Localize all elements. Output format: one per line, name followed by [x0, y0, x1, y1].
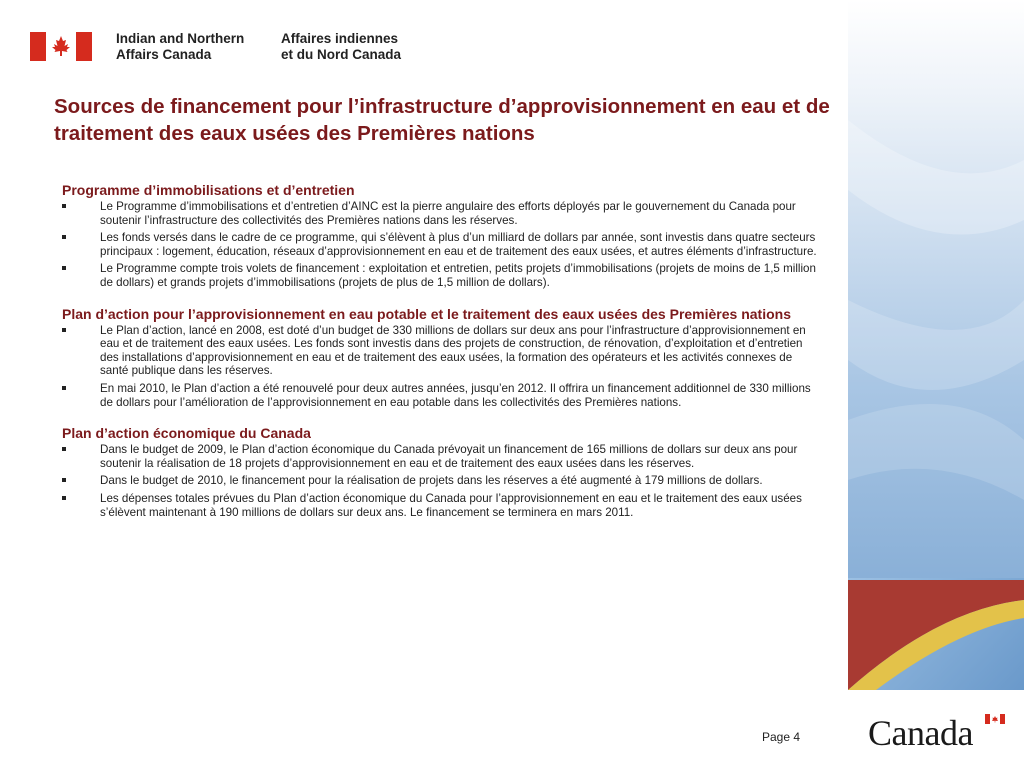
- bullet-text: Le Programme compte trois volets de financement : exploitation et entretien, petits projets d’immobilisations (projets de moins de 1,5 million de dollars) et grands projets d’immobilisations (projets de plus de 1,5 million de dollars).: [100, 262, 816, 289]
- department-fr-line2: et du Nord Canada: [281, 47, 402, 62]
- square-bullet-icon: [62, 266, 66, 270]
- section-economic-action-plan: [62, 425, 822, 519]
- section-heading: Plan d’action économique du Canada: [62, 425, 311, 442]
- department-fr-line1: Affaires indiennes: [281, 31, 399, 46]
- square-bullet-icon: [62, 386, 66, 390]
- square-bullet-icon: [62, 235, 66, 239]
- square-bullet-icon: [62, 447, 66, 451]
- section-water-action-plan: [62, 306, 822, 410]
- section-capital-program: [62, 182, 822, 290]
- bullet-text: Le Plan d’action, lancé en 2008, est doté d’un budget de 330 millions de dollars sur deux ans pour l’infrastructure d’approvisionnement en eau et de traitement des eaux usées. Les fonds sont investis dans des projets de construction, de rénovation, d’exploitation et d’entretien des installations d’approvisionnement en eau et de traitement des eaux usées, la formation des opérateurs et les activités connexes de santé publique dans les réserves.: [100, 323, 806, 378]
- bullet-text: Dans le budget de 2010, le financement pour la réalisation de projets dans les réserves a été augmenté à 179 millions de dollars.: [100, 474, 763, 488]
- list-item: [62, 382, 822, 409]
- department-en-line2: Affairs Canada: [116, 47, 212, 62]
- square-bullet-icon: [62, 478, 66, 482]
- bullet-text: Dans le budget de 2009, le Plan d’action économique du Canada prévoyait un financement de 165 millions de dollars sur deux ans pour soutenir la réalisation de 18 projets d’approvisionnement en eau et de traitement des eaux usées dans les réserves.: [100, 443, 798, 470]
- bullet-list: [62, 200, 822, 290]
- list-item: [62, 324, 822, 378]
- list-item: [62, 492, 822, 519]
- bullet-list: [62, 443, 822, 519]
- bullet-text: Les dépenses totales prévues du Plan d’action économique du Canada pour l’approvisionnement en eau et le traitement des eaux usées s’élèvent maintenant à 190 millions de dollars sur deux ans. Le financement se terminera en mars 2011.: [100, 491, 802, 519]
- department-name-english: [116, 31, 276, 63]
- bullet-text: En mai 2010, le Plan d’action a été renouvelé pour deux autres années, jusqu’en 2012. Il offrira un financement additionnel de 330 millions de dollars pour l’amélioration de l’approvisionnement en eau potable dans les collectivités des Premières nations.: [100, 381, 811, 409]
- list-item: [62, 200, 822, 227]
- department-name-french: [281, 31, 451, 63]
- bullet-text: Les fonds versés dans le cadre de ce programme, qui s’élèvent à plus d’un milliard de dollars par année, sont investis dans quatre secteurs principaux : logement, éducation, réseaux d’approvisionnement en eau et de traitement des eaux usées, et autres éléments d’infrastructure.: [100, 231, 817, 258]
- page-number: Page 4: [762, 730, 801, 744]
- list-item: [62, 231, 822, 258]
- department-en-line1: Indian and Northern: [116, 31, 245, 46]
- bullet-list: [62, 324, 822, 410]
- section-heading: Programme d’immobilisations et d’entretien: [62, 182, 355, 198]
- canada-flag-icon: [30, 32, 92, 61]
- list-item: [62, 443, 822, 470]
- list-item: [62, 474, 822, 488]
- list-item: [62, 262, 822, 289]
- decorative-side-band: [848, 0, 1024, 768]
- square-bullet-icon: [62, 328, 66, 332]
- slide-content: [62, 182, 822, 535]
- slide-title: Sources de financement pour l’infrastructure d’approvisionnement en eau et de traitement des eaux usées des Premières nations: [54, 95, 830, 145]
- square-bullet-icon: [62, 496, 66, 500]
- bullet-text: Le Programme d’immobilisations et d’entretien d’AINC est la pierre angulaire des efforts déployés par le gouvernement du Canada pour soutenir l’infrastructure des collectivités des Premières nations dans les réserves.: [100, 200, 796, 227]
- square-bullet-icon: [62, 204, 66, 208]
- wordmark-flag-icon: [985, 714, 1005, 724]
- section-heading: Plan d’action pour l’approvisionnement en eau potable et le traitement des eaux usées des Premières nations: [62, 305, 791, 322]
- canada-wordmark: Canada: [868, 713, 973, 753]
